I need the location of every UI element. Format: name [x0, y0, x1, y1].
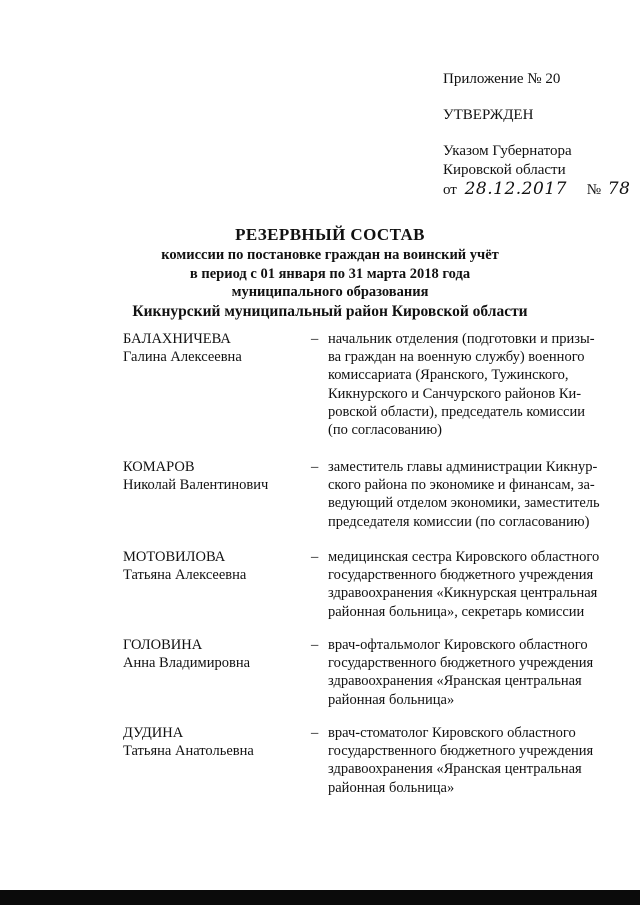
- role-line: (по согласованию): [328, 422, 442, 439]
- approval-stamp-block: [443, 70, 633, 200]
- date-prefix: от: [443, 182, 457, 198]
- member-surname: ГОЛОВИНА: [123, 637, 203, 653]
- title-line-period: в период с 01 января по 31 марта 2018 года: [189, 265, 471, 282]
- role-line: ведующий отделом экономики, заместитель: [328, 495, 600, 512]
- member-surname: БАЛАХНИЧЕВА: [123, 331, 231, 347]
- members-list: [123, 330, 613, 797]
- member-role: [328, 636, 613, 709]
- member-role: [328, 458, 613, 531]
- role-line: здравоохранения «Кикнурская центральная: [328, 585, 598, 602]
- role-line: медицинская сестра Кировского областного: [328, 549, 600, 565]
- member-entry: [123, 636, 613, 724]
- title-line-municipality: муниципального образования: [231, 284, 429, 300]
- role-line: врач-офтальмолог Кировского областного: [328, 637, 588, 653]
- title-line-commission: комиссии по постановке граждан на воинский учёт: [161, 247, 499, 263]
- member-given-name: Татьяна Алексеевна: [123, 567, 247, 584]
- role-line: ровской области), председатель комиссии: [328, 403, 585, 420]
- decree-date-row: [443, 180, 633, 200]
- member-role: [328, 724, 613, 797]
- dash-separator: –: [311, 459, 319, 475]
- member-role: [328, 330, 613, 439]
- role-line: Кикнурского и Санчурского районов Ки-: [328, 385, 582, 402]
- document-title-block: [100, 224, 560, 322]
- title-line-district: Кикнурский муниципальный район Кировской области: [132, 302, 528, 320]
- member-given-name: Анна Владимировна: [123, 655, 251, 672]
- role-line: районная больница», секретарь комиссии: [328, 603, 585, 620]
- member-given-name: Николай Валентинович: [123, 477, 269, 494]
- member-name: [123, 636, 308, 672]
- role-line: здравоохранения «Яранская центральная: [328, 673, 582, 690]
- role-line: начальник отделения (подготовки и призы-: [328, 331, 595, 347]
- handwritten-number: 78: [607, 179, 631, 199]
- appendix-number: Приложение № 20: [443, 71, 561, 87]
- member-given-name: Татьяна Анатольевна: [123, 743, 254, 760]
- role-line: государственного бюджетного учреждения: [328, 655, 594, 672]
- member-surname: ДУДИНА: [123, 725, 184, 741]
- document-title: РЕЗЕРВНЫЙ СОСТАВ: [235, 225, 425, 244]
- handwritten-date: 28.12.2017: [464, 179, 567, 199]
- member-name: [123, 724, 308, 760]
- role-line: районная больница»: [328, 691, 455, 708]
- role-line: государственного бюджетного учреждения: [328, 743, 594, 760]
- decree-line-2: Кировской области: [443, 162, 566, 178]
- member-entry: [123, 548, 613, 636]
- role-line: ского района по экономике и финансам, за-: [328, 477, 595, 494]
- role-line: председателя комиссии (по согласованию): [328, 513, 590, 530]
- role-line: районная больница»: [328, 779, 455, 796]
- member-name: [123, 548, 308, 584]
- decree-line-1: Указом Губернатора: [443, 143, 572, 159]
- member-entry: [123, 458, 613, 548]
- scan-edge-bar: [0, 890, 640, 905]
- member-surname: КОМАРОВ: [123, 459, 195, 475]
- dash-separator: –: [311, 331, 319, 347]
- member-entry: [123, 724, 613, 797]
- role-line: здравоохранения «Яранская центральная: [328, 761, 582, 778]
- role-line: ва граждан на военную службу) военного: [328, 349, 585, 366]
- role-line: врач-стоматолог Кировского областного: [328, 725, 576, 741]
- dash-separator: –: [311, 725, 319, 741]
- member-name: [123, 458, 308, 494]
- role-line: комиссариата (Яранского, Тужинского,: [328, 367, 569, 384]
- number-sign: №: [586, 182, 602, 198]
- dash-separator: –: [311, 549, 319, 565]
- approved-heading: УТВЕРЖДЕН: [443, 107, 534, 123]
- member-role: [328, 548, 613, 621]
- member-given-name: Галина Алексеевна: [123, 349, 242, 366]
- member-surname: МОТОВИЛОВА: [123, 549, 226, 565]
- dash-separator: –: [311, 637, 319, 653]
- role-line: государственного бюджетного учреждения: [328, 567, 594, 584]
- member-name: [123, 330, 308, 366]
- member-entry: [123, 330, 613, 458]
- role-line: заместитель главы администрации Кикнур-: [328, 459, 598, 475]
